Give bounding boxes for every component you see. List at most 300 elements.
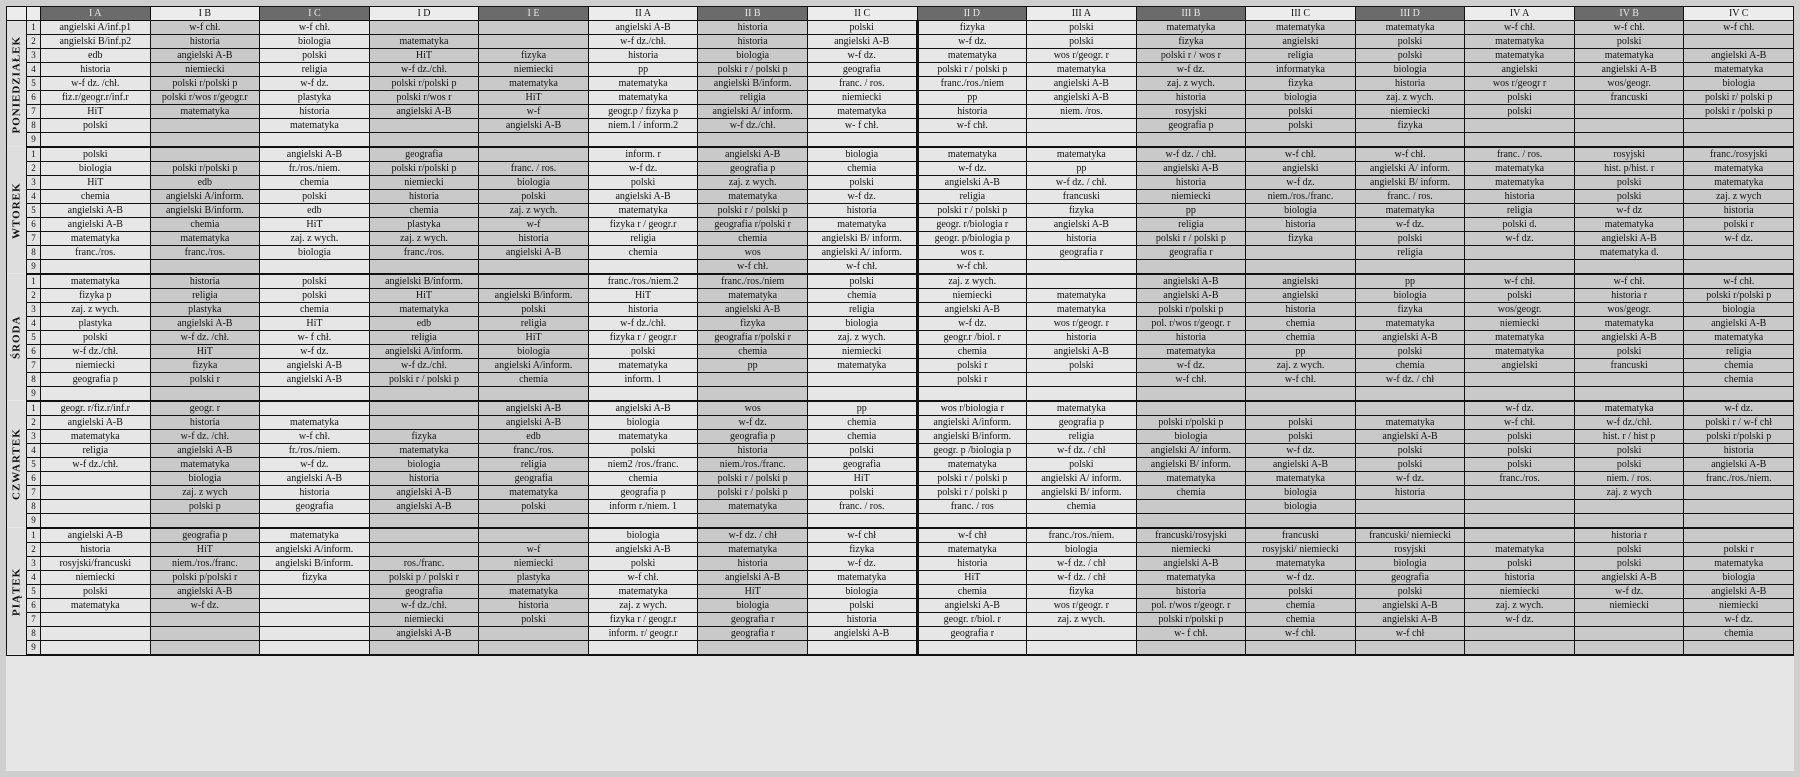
- lesson-cell: w-f dz./chł.: [369, 63, 479, 77]
- lesson-cell: polski r: [917, 373, 1027, 387]
- lesson-cell: [1574, 260, 1684, 275]
- lesson-cell: polski r / w-f chł: [1684, 416, 1794, 430]
- lesson-cell: chemia: [260, 303, 370, 317]
- lesson-cell: franc. / ros.: [807, 500, 917, 514]
- period-number: 9: [27, 641, 41, 656]
- lesson-cell: HiT: [479, 331, 589, 345]
- lesson-cell: [588, 514, 698, 529]
- lesson-cell: polski r / polski p: [1136, 232, 1246, 246]
- lesson-cell: polski: [807, 21, 917, 35]
- lesson-cell: biologia: [698, 599, 808, 613]
- lesson-cell: fiz.r/geogr.r/inf.r: [41, 91, 151, 105]
- lesson-cell: [41, 641, 151, 656]
- lesson-cell: [1684, 528, 1794, 543]
- lesson-cell: wos r/geogr r: [1465, 77, 1575, 91]
- lesson-cell: plastyka: [41, 317, 151, 331]
- lesson-cell: pp: [1355, 274, 1465, 289]
- period-number: 3: [27, 557, 41, 571]
- lesson-cell: historia: [588, 49, 698, 63]
- lesson-cell: geografia r: [1027, 246, 1137, 260]
- lesson-cell: [1355, 500, 1465, 514]
- lesson-cell: [1136, 401, 1246, 416]
- lesson-cell: angielski B/inform.: [260, 557, 370, 571]
- lesson-cell: zaj. z wych: [1574, 486, 1684, 500]
- lesson-cell: edb: [369, 317, 479, 331]
- lesson-cell: religia: [807, 303, 917, 317]
- lesson-cell: w-f chł.: [1246, 373, 1356, 387]
- lesson-cell: polski: [807, 486, 917, 500]
- lesson-cell: wos r/geogr. r: [1027, 49, 1137, 63]
- lesson-cell: matematyka: [588, 204, 698, 218]
- day-label: ŚRODA: [7, 274, 27, 401]
- lesson-cell: w-f dz./chł.: [588, 317, 698, 331]
- lesson-cell: historia: [1684, 444, 1794, 458]
- period-number: 4: [27, 63, 41, 77]
- period-row: [7, 373, 1794, 387]
- lesson-cell: wos r.: [917, 246, 1027, 260]
- day-label: PIĄTEK: [7, 528, 27, 655]
- lesson-cell: angielski A-B: [917, 599, 1027, 613]
- lesson-cell: religia: [41, 444, 151, 458]
- lesson-cell: w- f chł.: [807, 119, 917, 133]
- lesson-cell: angielski A-B: [260, 359, 370, 373]
- lesson-cell: fizyka: [698, 317, 808, 331]
- lesson-cell: geografia p: [698, 162, 808, 176]
- period-row: [7, 35, 1794, 49]
- lesson-cell: angielski A/inform.: [479, 359, 589, 373]
- lesson-cell: [369, 528, 479, 543]
- lesson-cell: franc./ros./niem.2: [588, 274, 698, 289]
- lesson-cell: w-f chł.: [917, 119, 1027, 133]
- lesson-cell: hist. p/hist. r: [1574, 162, 1684, 176]
- lesson-cell: geogr.r /biol. r: [917, 331, 1027, 345]
- period-row: [7, 585, 1794, 599]
- lesson-cell: [260, 401, 370, 416]
- lesson-cell: chemia: [698, 345, 808, 359]
- lesson-cell: francuski: [1574, 359, 1684, 373]
- lesson-cell: geogr. r/fiz.r/inf.r: [41, 401, 151, 416]
- lesson-cell: polski r/polski p: [150, 162, 260, 176]
- lesson-cell: fizyka: [917, 21, 1027, 35]
- lesson-cell: [917, 133, 1027, 148]
- lesson-cell: polski: [1465, 105, 1575, 119]
- lesson-cell: angielski A-B: [369, 500, 479, 514]
- lesson-cell: biologia: [807, 317, 917, 331]
- period-number: 1: [27, 147, 41, 162]
- lesson-cell: franc./ros./niem.: [1027, 528, 1137, 543]
- lesson-cell: angielski A/inform.: [260, 543, 370, 557]
- lesson-cell: polski: [1355, 232, 1465, 246]
- lesson-cell: polski r: [1684, 218, 1794, 232]
- lesson-cell: historia: [1355, 77, 1465, 91]
- lesson-cell: angielski A-B: [1684, 585, 1794, 599]
- lesson-cell: geografia p: [1027, 416, 1137, 430]
- period-row: [7, 641, 1794, 656]
- lesson-cell: polski: [588, 444, 698, 458]
- lesson-cell: polski: [1465, 458, 1575, 472]
- lesson-cell: biologia: [1246, 91, 1356, 105]
- lesson-cell: w-f chł: [1355, 627, 1465, 641]
- period-number: 3: [27, 176, 41, 190]
- lesson-cell: angielski A/ inform.: [1136, 444, 1246, 458]
- period-number: 7: [27, 613, 41, 627]
- lesson-cell: geografia: [807, 63, 917, 77]
- lesson-cell: matematyka: [1465, 176, 1575, 190]
- lesson-cell: polski: [1465, 430, 1575, 444]
- period-number: 4: [27, 317, 41, 331]
- lesson-cell: angielski A-B: [698, 303, 808, 317]
- lesson-cell: zaj. z wych.: [1355, 91, 1465, 105]
- lesson-cell: w-f dz.: [1465, 613, 1575, 627]
- lesson-cell: historia: [150, 274, 260, 289]
- lesson-cell: franc./ros.: [479, 444, 589, 458]
- period-number: 5: [27, 585, 41, 599]
- lesson-cell: chemia: [1246, 613, 1356, 627]
- lesson-cell: polski: [41, 331, 151, 345]
- lesson-cell: [1684, 514, 1794, 529]
- lesson-cell: wos r/biologia r: [917, 401, 1027, 416]
- lesson-cell: w-f dz./chł.: [369, 359, 479, 373]
- lesson-cell: matematyka: [1465, 345, 1575, 359]
- lesson-cell: plastyka: [150, 303, 260, 317]
- lesson-cell: polski: [1355, 585, 1465, 599]
- lesson-cell: [1684, 119, 1794, 133]
- period-number: 1: [27, 528, 41, 543]
- lesson-cell: zaj. z wych: [150, 486, 260, 500]
- lesson-cell: chemia: [1355, 359, 1465, 373]
- period-number: 6: [27, 218, 41, 232]
- lesson-cell: angielski A-B: [588, 543, 698, 557]
- lesson-cell: religia: [588, 232, 698, 246]
- lesson-cell: religia: [917, 190, 1027, 204]
- lesson-cell: matematyka: [1027, 289, 1137, 303]
- lesson-cell: [150, 147, 260, 162]
- lesson-cell: religia: [1027, 430, 1137, 444]
- lesson-cell: historia: [260, 105, 370, 119]
- lesson-cell: inform. 1: [588, 373, 698, 387]
- period-row: [7, 204, 1794, 218]
- lesson-cell: polski: [807, 274, 917, 289]
- lesson-cell: [41, 500, 151, 514]
- period-row: [7, 218, 1794, 232]
- timetable: [6, 6, 1794, 771]
- lesson-cell: matematyka: [1684, 63, 1794, 77]
- lesson-cell: religia: [479, 317, 589, 331]
- period-row: [7, 359, 1794, 373]
- lesson-cell: historia: [807, 613, 917, 627]
- lesson-cell: historia: [917, 557, 1027, 571]
- lesson-cell: fizyka: [369, 430, 479, 444]
- lesson-cell: zaj. z wych.: [1246, 359, 1356, 373]
- lesson-cell: [807, 641, 917, 656]
- lesson-cell: zaj. z wych.: [807, 331, 917, 345]
- lesson-cell: w-f chł.: [1246, 627, 1356, 641]
- lesson-cell: biologia: [260, 246, 370, 260]
- lesson-cell: niem.1 / inform.2: [588, 119, 698, 133]
- period-number: 7: [27, 486, 41, 500]
- lesson-cell: w-f chł: [917, 528, 1027, 543]
- lesson-cell: w-f dz. / chł.: [1136, 147, 1246, 162]
- lesson-cell: polski: [1355, 35, 1465, 49]
- lesson-cell: polski: [1465, 289, 1575, 303]
- lesson-cell: religia: [698, 91, 808, 105]
- lesson-cell: angielski A-B: [1684, 458, 1794, 472]
- lesson-cell: polski: [1355, 458, 1465, 472]
- lesson-cell: w-f chł.: [1136, 373, 1246, 387]
- lesson-cell: matematyka: [698, 190, 808, 204]
- lesson-cell: angielski B/inform.: [369, 274, 479, 289]
- lesson-cell: angielski A-B: [41, 204, 151, 218]
- lesson-cell: matematyka: [1027, 401, 1137, 416]
- lesson-cell: [1465, 119, 1575, 133]
- lesson-cell: angielski A-B: [260, 373, 370, 387]
- lesson-cell: wos/geogr.: [1465, 303, 1575, 317]
- lesson-cell: [479, 35, 589, 49]
- lesson-cell: fizyka: [1246, 77, 1356, 91]
- lesson-cell: biologia: [479, 345, 589, 359]
- lesson-cell: [41, 627, 151, 641]
- period-number: 6: [27, 599, 41, 613]
- lesson-cell: plastyka: [369, 218, 479, 232]
- lesson-cell: [1684, 500, 1794, 514]
- lesson-cell: niem./ros./franc.: [1246, 190, 1356, 204]
- lesson-cell: [1465, 133, 1575, 148]
- lesson-cell: angielski A-B: [1574, 63, 1684, 77]
- lesson-cell: polski r/wos r: [369, 91, 479, 105]
- lesson-cell: HiT: [41, 105, 151, 119]
- lesson-cell: polski r/wos r/geogr.r: [150, 91, 260, 105]
- lesson-cell: historia: [1465, 571, 1575, 585]
- lesson-cell: chemia: [1136, 486, 1246, 500]
- lesson-cell: [479, 514, 589, 529]
- lesson-cell: pp: [1027, 162, 1137, 176]
- lesson-cell: biologia: [1136, 430, 1246, 444]
- lesson-cell: franc./ros.: [41, 246, 151, 260]
- lesson-cell: geografia: [369, 147, 479, 162]
- lesson-cell: [41, 613, 151, 627]
- lesson-cell: w-f dz.: [1246, 176, 1356, 190]
- period-number: 3: [27, 430, 41, 444]
- lesson-cell: fizyka r / geogr.r: [588, 613, 698, 627]
- lesson-cell: [1465, 387, 1575, 402]
- lesson-cell: zaj. z wych.: [369, 232, 479, 246]
- lesson-cell: zaj. z wych.: [1027, 613, 1137, 627]
- timetable-grid: [6, 6, 1794, 656]
- lesson-cell: rosyjski/francuski: [41, 557, 151, 571]
- lesson-cell: francuski: [1574, 91, 1684, 105]
- lesson-cell: polski: [1574, 458, 1684, 472]
- lesson-cell: matematyka: [1574, 49, 1684, 63]
- lesson-cell: w-f dz./chł.: [698, 119, 808, 133]
- lesson-cell: zaj. z wych: [1684, 190, 1794, 204]
- lesson-cell: niemiecki: [369, 176, 479, 190]
- period-number: 2: [27, 35, 41, 49]
- lesson-cell: biologia: [807, 585, 917, 599]
- class-header: I D: [369, 7, 479, 21]
- period-row: [7, 133, 1794, 148]
- lesson-cell: polski r / polski p: [698, 486, 808, 500]
- lesson-cell: biologia: [479, 176, 589, 190]
- lesson-cell: [1574, 500, 1684, 514]
- lesson-cell: [1027, 387, 1137, 402]
- period-row: [7, 345, 1794, 359]
- lesson-cell: zaj. z wych.: [1465, 599, 1575, 613]
- lesson-cell: matematyka d.: [1574, 246, 1684, 260]
- lesson-cell: [1027, 627, 1137, 641]
- lesson-cell: [1574, 613, 1684, 627]
- class-header: I A: [41, 7, 151, 21]
- lesson-cell: polski: [1027, 21, 1137, 35]
- lesson-cell: matematyka: [917, 49, 1027, 63]
- lesson-cell: angielski A-B: [369, 486, 479, 500]
- lesson-cell: angielski A/inform.: [150, 190, 260, 204]
- lesson-cell: historia: [1355, 486, 1465, 500]
- lesson-cell: polski: [41, 585, 151, 599]
- lesson-cell: angielski A-B: [917, 176, 1027, 190]
- lesson-cell: matematyka: [1355, 317, 1465, 331]
- lesson-cell: [917, 514, 1027, 529]
- lesson-cell: angielski A-B: [479, 401, 589, 416]
- lesson-cell: [150, 627, 260, 641]
- lesson-cell: franc. / ros: [917, 500, 1027, 514]
- lesson-cell: w-f dz. / chł: [1355, 373, 1465, 387]
- lesson-cell: geografia r: [917, 627, 1027, 641]
- lesson-cell: w-f chł.: [1684, 21, 1794, 35]
- lesson-cell: chemia: [1027, 500, 1137, 514]
- lesson-cell: zaj. z wych.: [260, 232, 370, 246]
- lesson-cell: [369, 543, 479, 557]
- period-number: 1: [27, 21, 41, 35]
- lesson-cell: angielski A/inform.: [917, 416, 1027, 430]
- lesson-cell: [1574, 514, 1684, 529]
- lesson-cell: fizyka: [1027, 204, 1137, 218]
- lesson-cell: matematyka: [479, 486, 589, 500]
- lesson-cell: angielski A/ inform.: [1355, 162, 1465, 176]
- lesson-cell: HiT: [698, 585, 808, 599]
- lesson-cell: matematyka: [1355, 416, 1465, 430]
- lesson-cell: w-f dz./chł.: [588, 35, 698, 49]
- lesson-cell: w-f dz. /chł.: [150, 331, 260, 345]
- period-row: [7, 331, 1794, 345]
- lesson-cell: polski p/polski r: [150, 571, 260, 585]
- period-number: 1: [27, 274, 41, 289]
- lesson-cell: geografia p: [1136, 119, 1246, 133]
- period-number: 3: [27, 49, 41, 63]
- lesson-cell: fizyka: [479, 49, 589, 63]
- lesson-cell: zaj. z wych.: [917, 274, 1027, 289]
- lesson-cell: w-f dz.: [260, 458, 370, 472]
- lesson-cell: polski: [807, 444, 917, 458]
- period-row: [7, 119, 1794, 133]
- day-label: PONIEDZIAŁEK: [7, 21, 27, 148]
- period-row: [7, 274, 1794, 289]
- lesson-cell: niemiecki: [369, 613, 479, 627]
- lesson-cell: w-f: [479, 543, 589, 557]
- lesson-cell: [1246, 401, 1356, 416]
- lesson-cell: [1684, 641, 1794, 656]
- lesson-cell: [1574, 627, 1684, 641]
- lesson-cell: pp: [1246, 345, 1356, 359]
- period-row: [7, 500, 1794, 514]
- period-number: 5: [27, 458, 41, 472]
- period-row: [7, 571, 1794, 585]
- lesson-cell: [1574, 133, 1684, 148]
- period-number: 2: [27, 543, 41, 557]
- lesson-cell: niemiecki: [1136, 190, 1246, 204]
- class-header: I E: [479, 7, 589, 21]
- lesson-cell: angielski B/ inform.: [1355, 176, 1465, 190]
- lesson-cell: angielski: [1465, 63, 1575, 77]
- period-number: 7: [27, 359, 41, 373]
- period-row: [7, 21, 1794, 35]
- lesson-cell: [260, 585, 370, 599]
- lesson-cell: chemia: [41, 190, 151, 204]
- lesson-cell: polski r / polski p: [698, 63, 808, 77]
- lesson-cell: w-f dz.: [1136, 359, 1246, 373]
- lesson-cell: niem2 /ros./franc.: [588, 458, 698, 472]
- lesson-cell: historia: [150, 416, 260, 430]
- period-number: 8: [27, 500, 41, 514]
- lesson-cell: [150, 514, 260, 529]
- lesson-cell: matematyka: [1136, 472, 1246, 486]
- lesson-cell: [1136, 641, 1246, 656]
- lesson-cell: matematyka: [41, 599, 151, 613]
- period-number: 8: [27, 119, 41, 133]
- lesson-cell: [1027, 119, 1137, 133]
- lesson-cell: fizyka: [1355, 119, 1465, 133]
- lesson-cell: [1574, 641, 1684, 656]
- lesson-cell: HiT: [369, 289, 479, 303]
- lesson-cell: angielski A-B: [150, 49, 260, 63]
- period-row: [7, 472, 1794, 486]
- lesson-cell: historia: [369, 190, 479, 204]
- lesson-cell: matematyka: [369, 444, 479, 458]
- lesson-cell: w-f chł.: [1574, 274, 1684, 289]
- class-header: IV C: [1684, 7, 1794, 21]
- lesson-cell: geografia: [260, 500, 370, 514]
- lesson-cell: biologia: [588, 416, 698, 430]
- lesson-cell: w-f chł.: [260, 21, 370, 35]
- lesson-cell: edb: [479, 430, 589, 444]
- lesson-cell: polski: [1246, 416, 1356, 430]
- period-number: 7: [27, 105, 41, 119]
- lesson-cell: historia: [369, 472, 479, 486]
- lesson-cell: HiT: [260, 317, 370, 331]
- lesson-cell: w-f dz. / chł.: [1027, 176, 1137, 190]
- lesson-cell: chemia: [698, 232, 808, 246]
- lesson-cell: zaj. z wych.: [698, 176, 808, 190]
- lesson-cell: w-f dz.: [1465, 232, 1575, 246]
- period-row: [7, 514, 1794, 529]
- lesson-cell: w-f chł.: [1465, 416, 1575, 430]
- period-row: [7, 317, 1794, 331]
- lesson-cell: matematyka: [588, 77, 698, 91]
- lesson-cell: franc./rosyjski: [1684, 147, 1794, 162]
- lesson-cell: matematyka: [917, 543, 1027, 557]
- lesson-cell: [150, 613, 260, 627]
- lesson-cell: [1246, 260, 1356, 275]
- lesson-cell: historia: [150, 35, 260, 49]
- lesson-cell: [1355, 133, 1465, 148]
- lesson-cell: w-f chł.: [807, 260, 917, 275]
- lesson-cell: polski r/ polski p: [1684, 91, 1794, 105]
- lesson-cell: w-f dz./chł.: [41, 458, 151, 472]
- lesson-cell: angielski A/ inform.: [807, 246, 917, 260]
- lesson-cell: religia: [1355, 246, 1465, 260]
- lesson-cell: [1684, 35, 1794, 49]
- period-row: [7, 289, 1794, 303]
- lesson-cell: w-f dz./chł.: [369, 599, 479, 613]
